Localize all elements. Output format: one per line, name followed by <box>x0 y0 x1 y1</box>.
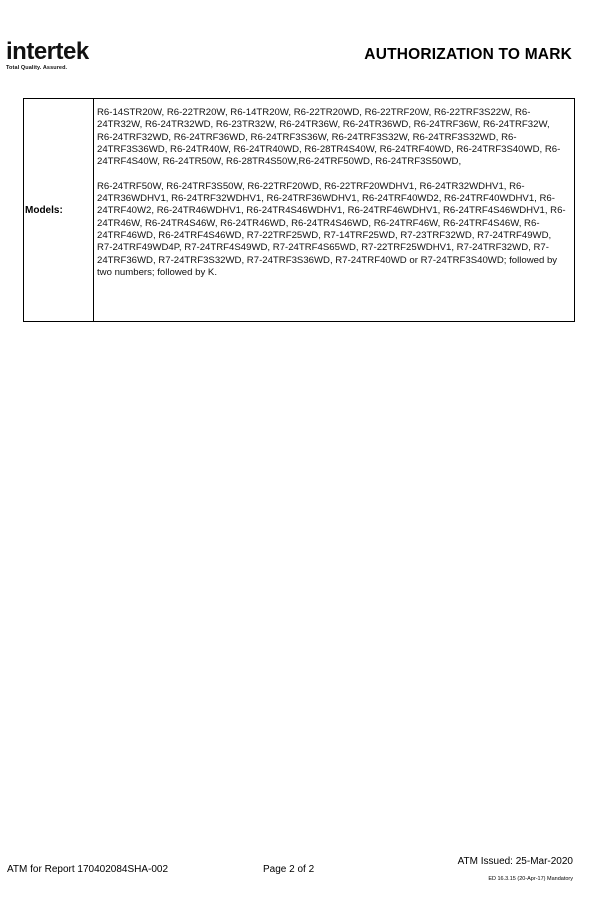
models-list <box>97 107 567 279</box>
footer-issued-date: ATM Issued: 25-Mar-2020 <box>457 856 573 867</box>
logo-wordmark: intertek <box>6 38 89 65</box>
models-label: Models: <box>25 205 63 216</box>
models-paragraph-2: R6-24TRF50W, R6-24TRF3S50W, R6-22TRF20WD, R6-22TRF20WDHV1, R6-24TR32WDHV1, R6-24TR36WDHV1, R6-24TRF32WDHV1, R6-24TRF36WDHV1, R6-24TRF40WD2, R6-24TRF40WDHV1, R6-24TRF40W2, R6-24TR46WDHV1, R6-24TR4S46WDHV1, R6-24TRF46WDHV1, R6-24TRF4S46WDHV1, R6-24TR46W, R6-24TR4S46W, R6-24TR46WD, R6-24TR4S46WD, R6-24TRF46W, R6-24TRF4S46W, R6-24TRF46WD, R6-24TRF4S46WD, R7-22TRF25WD, R7-14TRF25WD, R7-23TRF32WD, R7-24TRF49WD, R7-24TRF49WD4P, R7-24TRF4S49WD, R7-24TRF4S65WD, R7-22TRF25WDHV1, R7-24TRF32WD, R7-24TRF36WD, R7-24TRF3S32WD, R7-24TRF3S36WD, R7-24TRF40WD or R7-24TRF3S40WD; followed by two numbers; followed by K. <box>97 180 566 278</box>
footer-edition: ED 16.3.15 (20-Apr-17) Mandatory <box>488 876 573 882</box>
models-paragraph-1: R6-14STR20W, R6-22TR20W, R6-14TR20W, R6-22TR20WD, R6-22TRF20W, R6-22TRF3S22W, R6-24TR32W, R6-24TR32WD, R6-23TR32W, R6-24TR36W, R6-24TR36WD, R6-24TRF36W, R6-24TRF32W, R6-24TRF32WD, R6-24TRF36WD, R6-24TRF3S36W, R6-24TRF3S32W, R6-24TRF3S32WD, R6-24TRF3S36WD, R6-24TR40W, R6-24TR40WD, R6-28TR4S40W, R6-24TRF40WD, R6-24TRF3S40WD, R6-24TRF4S40W, R6-24TR50W, R6-28TR4S50W,R6-24TRF50WD, R6-24TRF3S50WD, <box>97 107 561 168</box>
footer-page-number: Page 2 of 2 <box>263 864 315 875</box>
models-table <box>23 98 575 322</box>
logo-tagline: Total Quality. Assured. <box>6 65 68 71</box>
intertek-logo <box>6 40 89 71</box>
document-title: AUTHORIZATION TO MARK <box>364 46 572 63</box>
column-divider <box>93 99 94 321</box>
footer-report-number: ATM for Report 170402084SHA-002 <box>7 864 169 875</box>
